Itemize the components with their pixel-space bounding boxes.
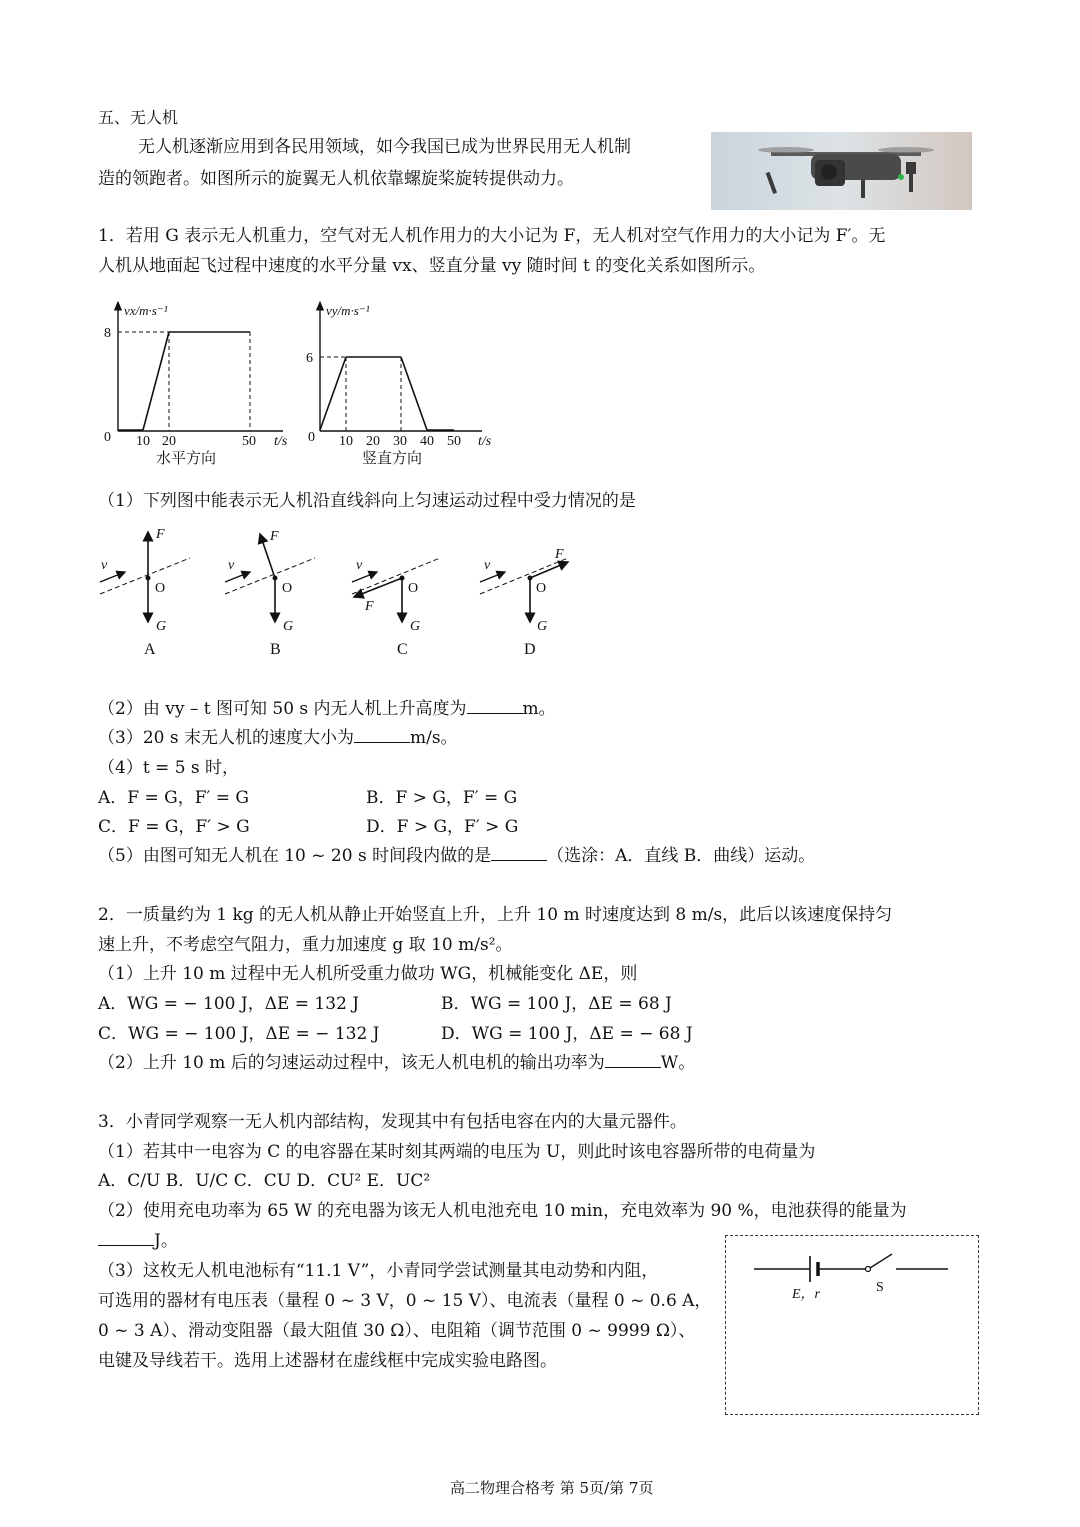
q2-option-d[interactable]: D．WG = 100 J，ΔE = − 68 J [441, 1024, 693, 1044]
drone-photo [711, 132, 972, 210]
graph-v-xtick-30: 30 [393, 434, 407, 449]
q1-part-1: （1）下列图中能表示无人机沿直线斜向上匀速运动过程中受力情况的是 [98, 491, 636, 511]
q1-stem-line-1: 1．若用 G 表示无人机重力，空气对无人机作用力的大小记为 F，无人机对空气作用力的大小记为 F′。无 [98, 226, 886, 246]
answer-blank[interactable] [354, 741, 410, 743]
graph-h-caption: 水平方向 [156, 451, 217, 467]
q1-p4-option-a[interactable]: A．F = G，F′ = G [98, 788, 249, 808]
svg-text:v: v [484, 558, 491, 573]
force-diagrams [90, 522, 590, 662]
answer-blank[interactable] [98, 1244, 154, 1246]
svg-text:O: O [536, 581, 547, 596]
q2-option-c[interactable]: C．WG = − 100 J，ΔE = − 132 J [98, 1024, 380, 1044]
graph-horizontal [98, 295, 298, 470]
q2-option-b[interactable]: B．WG = 100 J，ΔE = 68 J [441, 994, 672, 1014]
graph-v-xtick-50: 50 [447, 434, 461, 449]
svg-text:O: O [155, 581, 166, 596]
graph-h-xtick-20: 20 [162, 434, 176, 449]
graph-v-ytick: 6 [306, 351, 313, 366]
q1-p4-option-d[interactable]: D．F > G，F′ > G [366, 817, 519, 837]
graph-v-xtick-40: 40 [420, 434, 434, 449]
svg-text:F: F [156, 527, 165, 542]
svg-text:v: v [356, 558, 363, 573]
graph-h-xlabel: t/s [274, 434, 288, 449]
page-footer: 高二物理合格考 第 5页/第 7页 [450, 1479, 654, 1497]
q3-part-2: （2）使用充电功率为 65 W 的充电器为该无人机电池充电 10 min，充电效率为 90 %，电池获得的能量为 [98, 1201, 907, 1221]
svg-text:A: A [144, 641, 156, 658]
option-a-diagram [100, 527, 190, 658]
graph-vertical [302, 295, 502, 470]
graph-v-xtick-20: 20 [366, 434, 380, 449]
switch-label: S [876, 1280, 884, 1295]
svg-text:O: O [282, 581, 293, 596]
q2-stem-line-2: 速上升，不考虑空气阻力，重力加速度 g 取 10 m/s²。 [98, 935, 513, 955]
circuit-drawing-box[interactable] [725, 1235, 979, 1415]
graph-v-xlabel: t/s [478, 434, 492, 449]
q3-part-3-line-1: （3）这枚无人机电池标有“11.1 V”，小青同学尝试测量其电动势和内阻， [98, 1261, 659, 1281]
graph-h-xtick-10: 10 [136, 434, 150, 449]
q1-part-5: （5）由图可知无人机在 10 ~ 20 s 时间段内做的是 （选涂：A．直线 B．曲线）运动。 [98, 846, 816, 866]
q1-part-4: （4）t = 5 s 时， [98, 758, 240, 778]
svg-text:G: G [410, 619, 421, 634]
section-title: 五、无人机 [98, 108, 179, 127]
answer-blank[interactable] [467, 712, 523, 714]
svg-text:G: G [156, 619, 167, 634]
option-c-diagram [352, 558, 440, 658]
q3-part-1-options[interactable]: A．C/U B．U/C C．CU D．CU² E．UC² [98, 1171, 431, 1191]
q1-part-2: （2）由 vy – t 图可知 50 s 内无人机上升高度为 m。 [98, 699, 556, 719]
option-b-diagram [225, 529, 315, 658]
answer-blank[interactable] [605, 1066, 661, 1068]
q1-stem-line-2: 人机从地面起飞过程中速度的水平分量 vx、竖直分量 vy 随时间 t 的变化关系如图所示。 [98, 256, 766, 276]
svg-text:D: D [524, 641, 536, 658]
q3-part-3-line-2: 可选用的器材有电压表（量程 0 ~ 3 V，0 ~ 15 V）、电流表（量程 0 ~ 0.6 A， [98, 1291, 712, 1311]
q3-part-2-answer: J。 [98, 1233, 178, 1250]
svg-text:G: G [283, 619, 294, 634]
battery-label: E，r [792, 1287, 820, 1302]
graph-v-xtick-10: 10 [339, 434, 353, 449]
q1-part-3: （3）20 s 末无人机的速度大小为 m/s。 [98, 728, 458, 748]
svg-text:O: O [408, 581, 419, 596]
graph-h-ylabel: vx/m·s⁻¹ [124, 303, 168, 318]
svg-text:G: G [537, 619, 548, 634]
q2-stem-line-1: 2．一质量约为 1 kg 的无人机从静止开始竖直上升，上升 10 m 时速度达到 8 m/s，此后以该速度保持匀 [98, 905, 893, 925]
svg-text:v: v [101, 558, 108, 573]
intro-line-2: 造的领跑者。如图所示的旋翼无人机依靠螺旋桨旋转提供动力。 [98, 169, 574, 189]
svg-text:v: v [228, 558, 235, 573]
q1-p4-option-b[interactable]: B．F > G，F′ = G [366, 788, 518, 808]
svg-text:C: C [397, 641, 408, 658]
svg-text:B: B [270, 641, 281, 658]
q1-p4-option-c[interactable]: C．F = G，F′ > G [98, 817, 250, 837]
graph-v-ylabel: vy/m·s⁻¹ [326, 303, 370, 318]
q3-part-3-line-4: 电键及导线若干。选用上述器材在虚线框中完成实验电路图。 [98, 1351, 557, 1371]
q3-part-3-line-3: 0 ~ 3 A）、滑动变阻器（最大阻值 30 Ω）、电阻箱（调节范围 0 ~ 9999 Ω）、 [98, 1321, 696, 1341]
graph-v-caption: 竖直方向 [362, 451, 423, 467]
graph-h-xtick-0: 0 [104, 430, 111, 445]
svg-text:F: F [365, 599, 374, 614]
q3-stem: 3．小青同学观察一无人机内部结构，发现其中有包括电容在内的大量元器件。 [98, 1112, 687, 1132]
q2-option-a[interactable]: A．WG = − 100 J，ΔE = 132 J [98, 994, 360, 1014]
q2-part-1: （1）上升 10 m 过程中无人机所受重力做功 WG，机械能变化 ΔE，则 [98, 964, 638, 984]
q3-part-1: （1）若其中一电容为 C 的电容器在某时刻其两端的电压为 U，则此时该电容器所带的电荷量为 [98, 1142, 816, 1162]
option-d-diagram [480, 547, 568, 658]
q2-part-2: （2）上升 10 m 后的匀速运动过程中，该无人机电机的输出功率为 W。 [98, 1053, 696, 1073]
graph-v-xtick-0: 0 [308, 430, 315, 445]
answer-blank[interactable] [491, 859, 547, 861]
graph-h-xtick-50: 50 [242, 434, 256, 449]
svg-text:F: F [270, 529, 279, 544]
svg-text:F: F [555, 547, 564, 562]
intro-line-1: 无人机逐渐应用到各民用领域，如今我国已成为世界民用无人机制 [138, 137, 631, 157]
graph-h-ytick: 8 [104, 326, 111, 341]
